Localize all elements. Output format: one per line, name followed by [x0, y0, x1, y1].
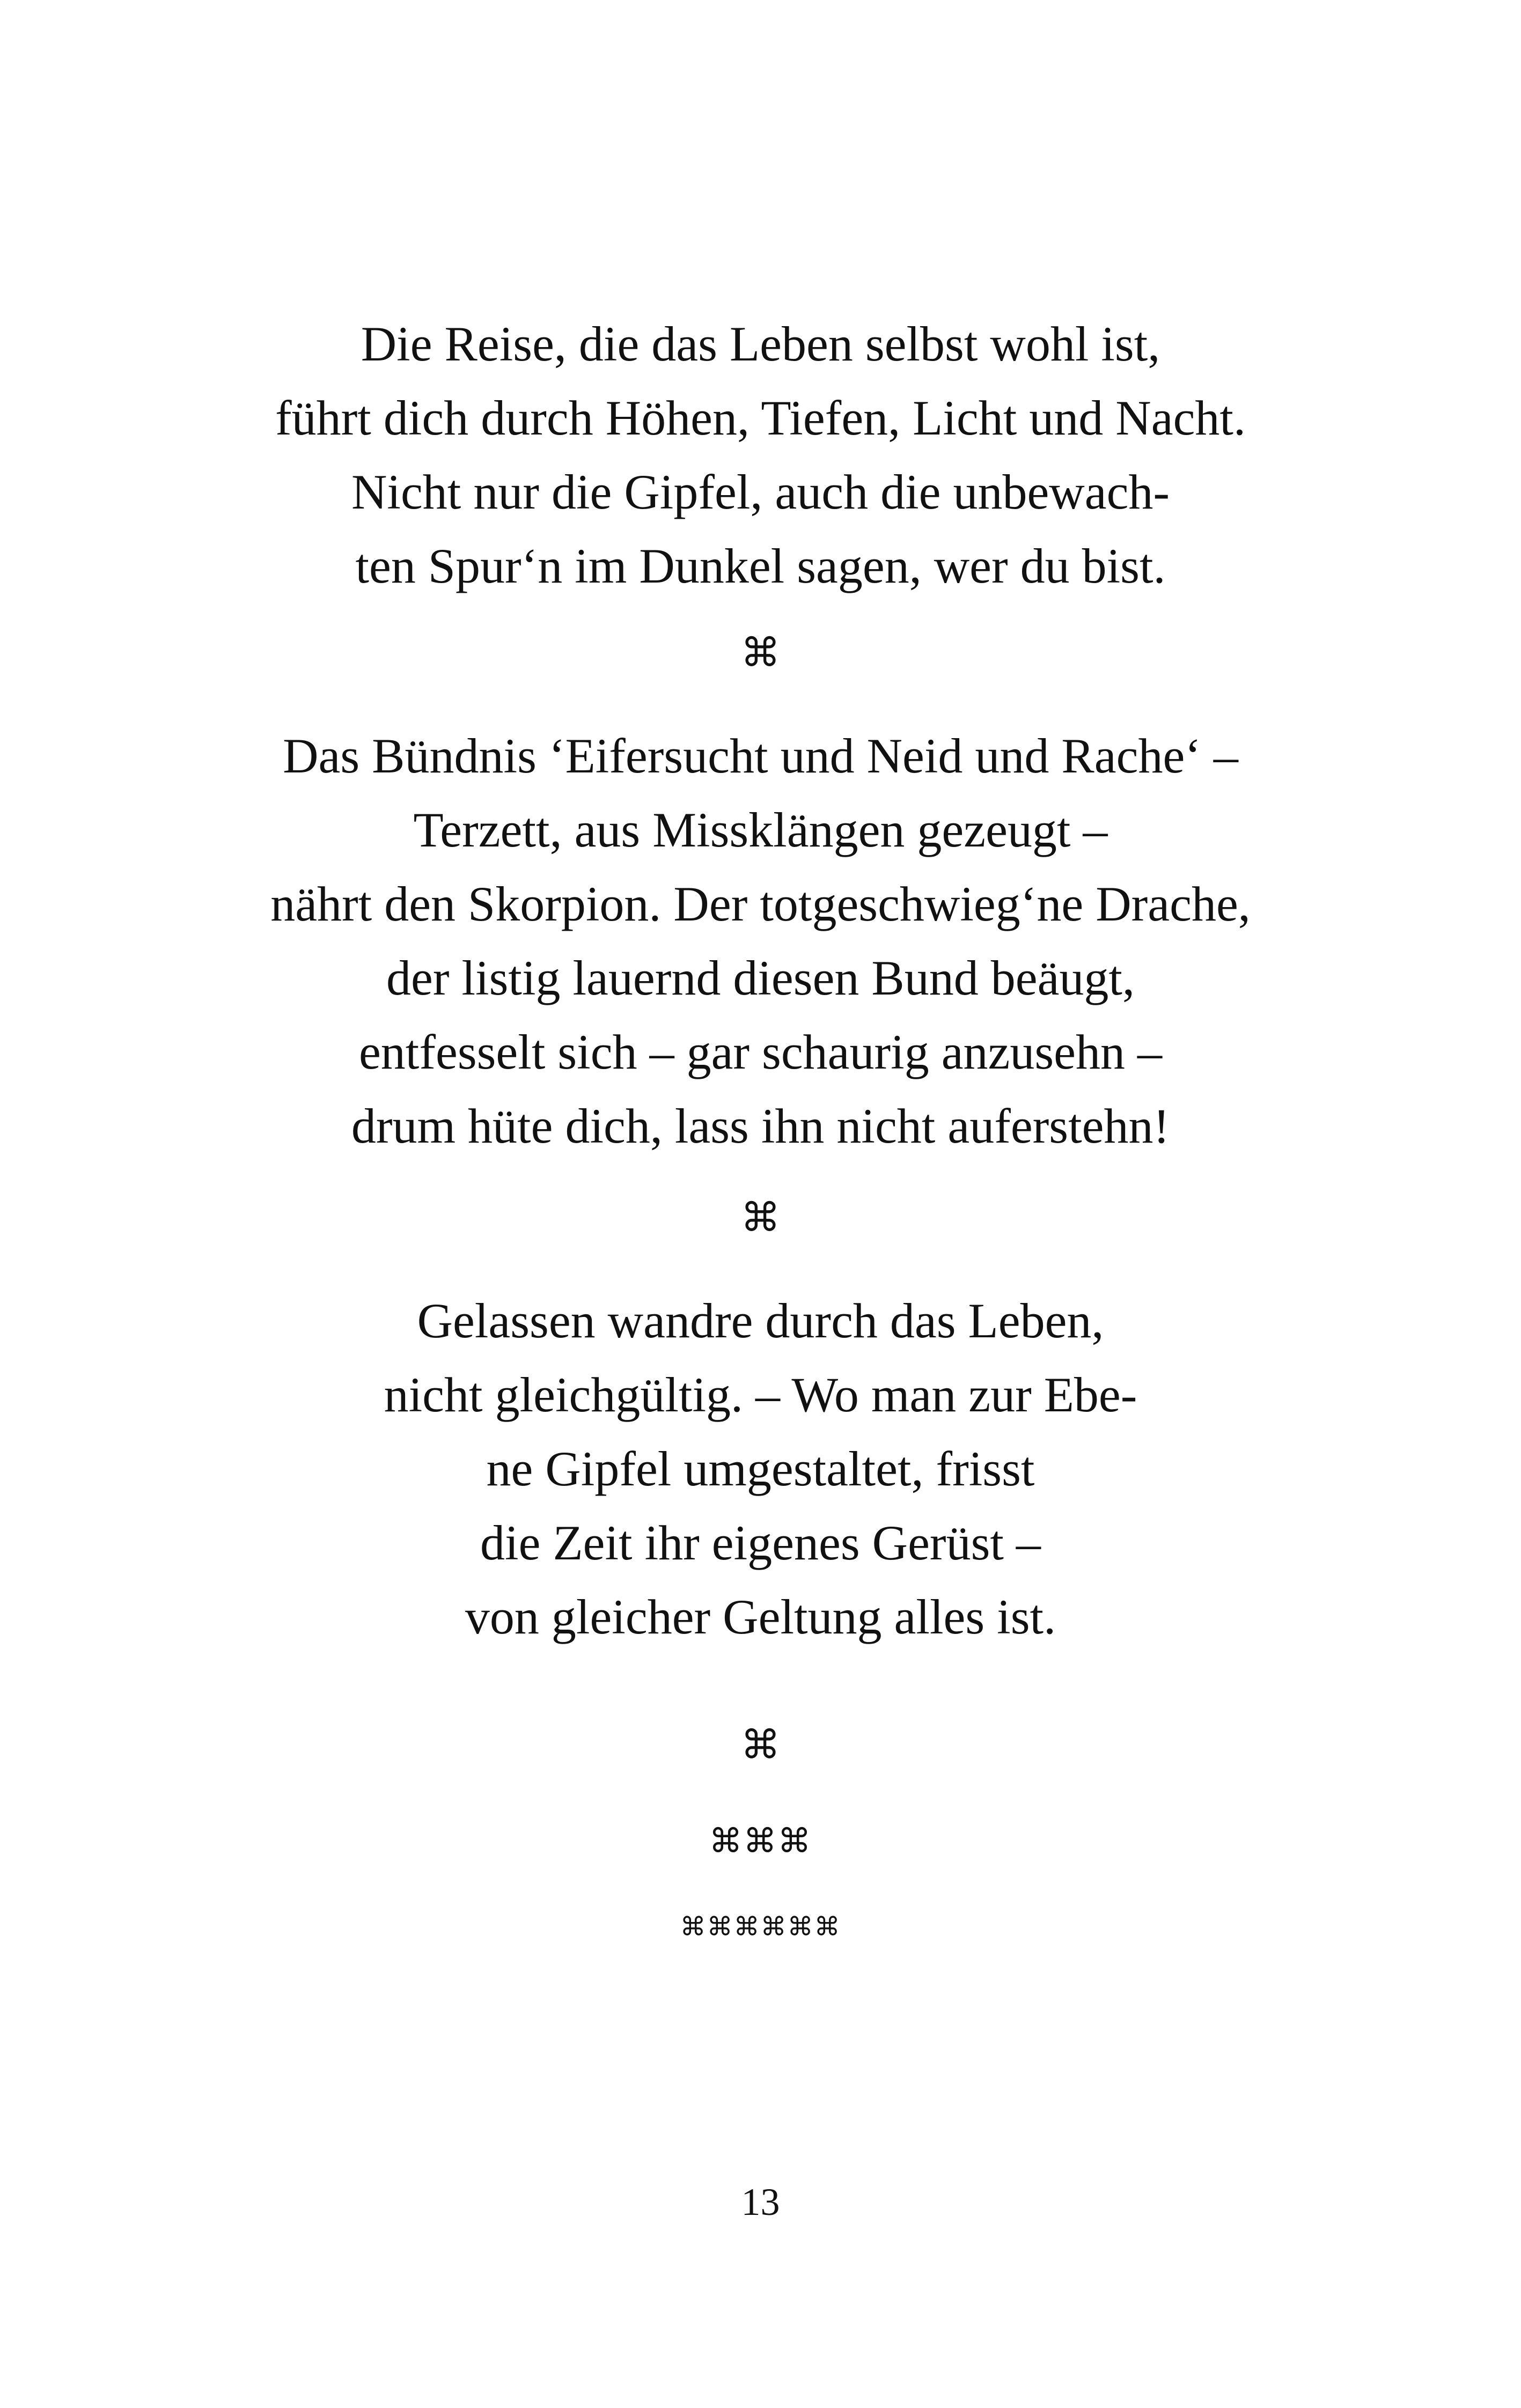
separator-ornament-icon: ⌘	[740, 630, 781, 676]
separator-ornament-icon: ⌘	[740, 1195, 781, 1241]
closing-ornament-icon: ⌘⌘⌘⌘⌘⌘	[680, 1912, 841, 1942]
stanza-2	[0, 719, 1521, 1163]
page-number: 13	[741, 2181, 780, 2223]
verse-line: entfesselt sich – gar schaurig anzusehn –	[358, 1025, 1163, 1079]
verse-line: Nicht nur die Gipfel, auch die unbewach-	[351, 465, 1170, 519]
stanza-3	[0, 1284, 1521, 1654]
closing-ornament-icon: ⌘⌘⌘	[709, 1821, 812, 1860]
verse-line: Das Bündnis ‘Eifersucht und Neid und Rache‘ –	[283, 728, 1238, 783]
stanza-1	[0, 307, 1521, 603]
verse-line: die Zeit ihr eigenes Gerüst –	[480, 1515, 1041, 1570]
verse-line: nährt den Skorpion. Der totgeschwieg‘ne Drache,	[270, 877, 1251, 931]
verse-line: nicht gleichgültig. – Wo man zur Ebe-	[384, 1367, 1137, 1422]
verse-line: Gelassen wandre durch das Leben,	[417, 1293, 1104, 1348]
verse-line: Terzett, aus Missklängen gezeugt –	[413, 802, 1108, 857]
verse-line: führt dich durch Höhen, Tiefen, Licht und Nacht.	[275, 391, 1246, 445]
verse-line: ten Spur‘n im Dunkel sagen, wer du bist.	[355, 539, 1166, 593]
verse-line: ne Gipfel umgestaltet, frisst	[486, 1441, 1035, 1496]
verse-line: Die Reise, die das Leben selbst wohl ist,	[361, 316, 1160, 371]
verse-line: drum hüte dich, lass ihn nicht auferstehn!	[351, 1099, 1170, 1153]
verse-line: von gleicher Geltung alles ist.	[465, 1589, 1056, 1644]
verse-line: der listig lauernd diesen Bund beäugt,	[386, 951, 1135, 1005]
separator-ornament-icon: ⌘	[740, 1722, 781, 1768]
